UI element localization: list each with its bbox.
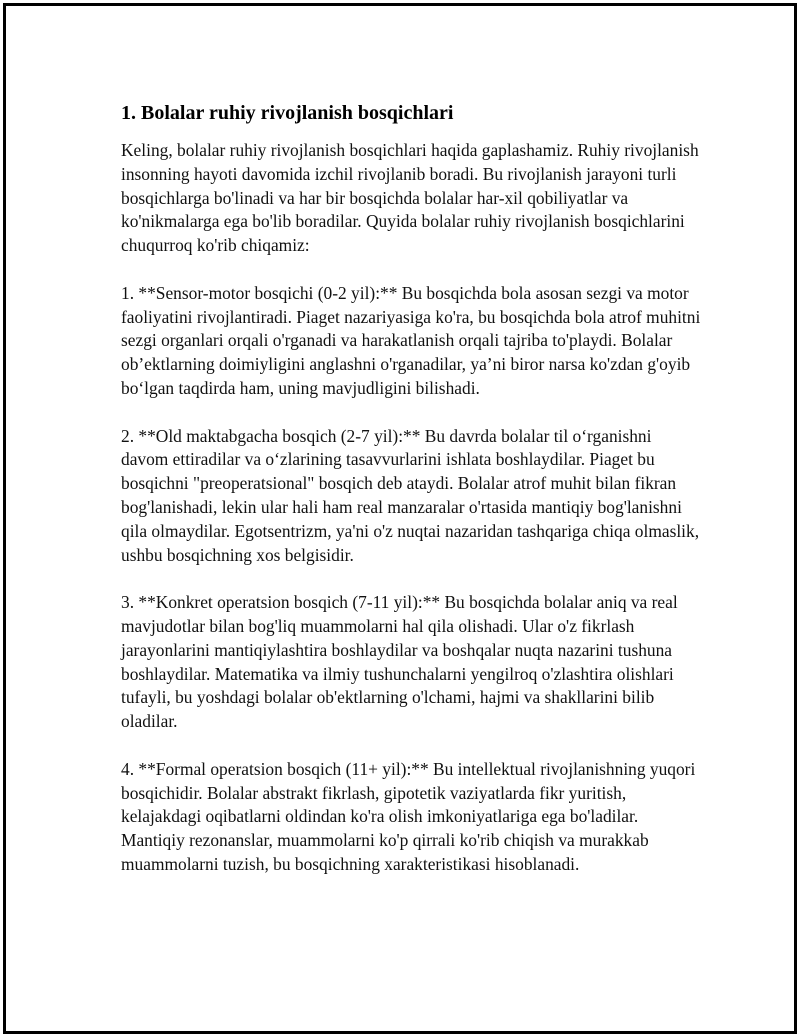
intro-paragraph: Keling, bolalar ruhiy rivojlanish bosqichlari haqida gaplashamiz. Ruhiy rivojlanish insonning hayoti davomida izchil rivojlanib boradi. Bu rivojlanish jarayoni turli bosqichlarga bo'linadi va har bir bosqichda bolalar har-xil qobiliyatlar va ko'nikmalarga ega bo'lib boradilar. Quyida bolalar ruhiy rivojlanish bosqichlarini chuqurroq ko'rib chiqamiz:	[121, 140, 699, 256]
page-frame	[3, 3, 797, 1034]
stage-4-paragraph: 4. **Formal operatsion bosqich (11+ yil):** Bu intellektual rivojlanishning yuqori bosqichidir. Bolalar abstrakt fikrlash, gipotetik vaziyatlarda fikr yuritish, kelajakdagi oqibatlarni oldindan ko'ra olish imkoniyatlariga ega bo'ladilar. Mantiqiy rezonanslar, muammolarni ko'p qirrali ko'rib chiqish va murakkab muammolarni tuzish, bu bosqichning xarakteristikasi hisoblanadi.	[121, 758, 696, 874]
stage-3-paragraph: 3. **Konkret operatsion bosqich (7-11 yil):** Bu bosqichda bolalar aniq va real mavjudotlar bilan bog'liq muammolarni hal qila olishadi. Ular o'z fikrlash jarayonlarini mantiqiylashtira boshlaydilar va boshqalar nuqta nazarini tushuna boshlaydilar. Matematika va ilmiy tushunchalarni yengilroq o'zlashtira olishlari tufayli, bu yoshdagi bolalar ob'ektlarning o'lchami, hajmi va shakllarini bilib oladilar.	[121, 592, 678, 732]
stage-1-paragraph: 1. **Sensor-motor bosqichi (0-2 yil):** Bu bosqichda bola asosan sezgi va motor faoliyatini rivojlantiradi. Piaget nazariyasiga ko'ra, bu bosqichda bola atrof muhitni sezgi organlari orqali o'rganadi va harakatlanish orqali tajriba to'playdi. Bolalar ob’ektlarning doimiyligini anglashni o'rganadilar, ya’ni biror narsa ko'zdan g'oyib bo‘lgan taqdirda ham, uning mavjudligini bilishadi.	[121, 282, 701, 398]
stage-2-paragraph: 2. **Old maktabgacha bosqich (2-7 yil):** Bu davrda bolalar til o‘rganishni davom ettiradilar va o‘zlarining tasavvurlarini ishlata boshlaydilar. Piaget bu bosqichni "preoperatsional" bosqich deb ataydi. Bolalar atrof muhit bilan fikran bog'lanishadi, lekin ular hali ham real manzaralar o'rtasida mantiqiy bog'lanishni qila olmaydilar. Egotsentrizm, ya'ni o'z nuqtai nazaridan tashqariga chiqa olmaslik, ushbu bosqichning xos belgisidir.	[121, 425, 700, 565]
document-heading: 1. Bolalar ruhiy rivojlanish bosqichlari	[121, 102, 454, 124]
document-body	[121, 100, 701, 877]
